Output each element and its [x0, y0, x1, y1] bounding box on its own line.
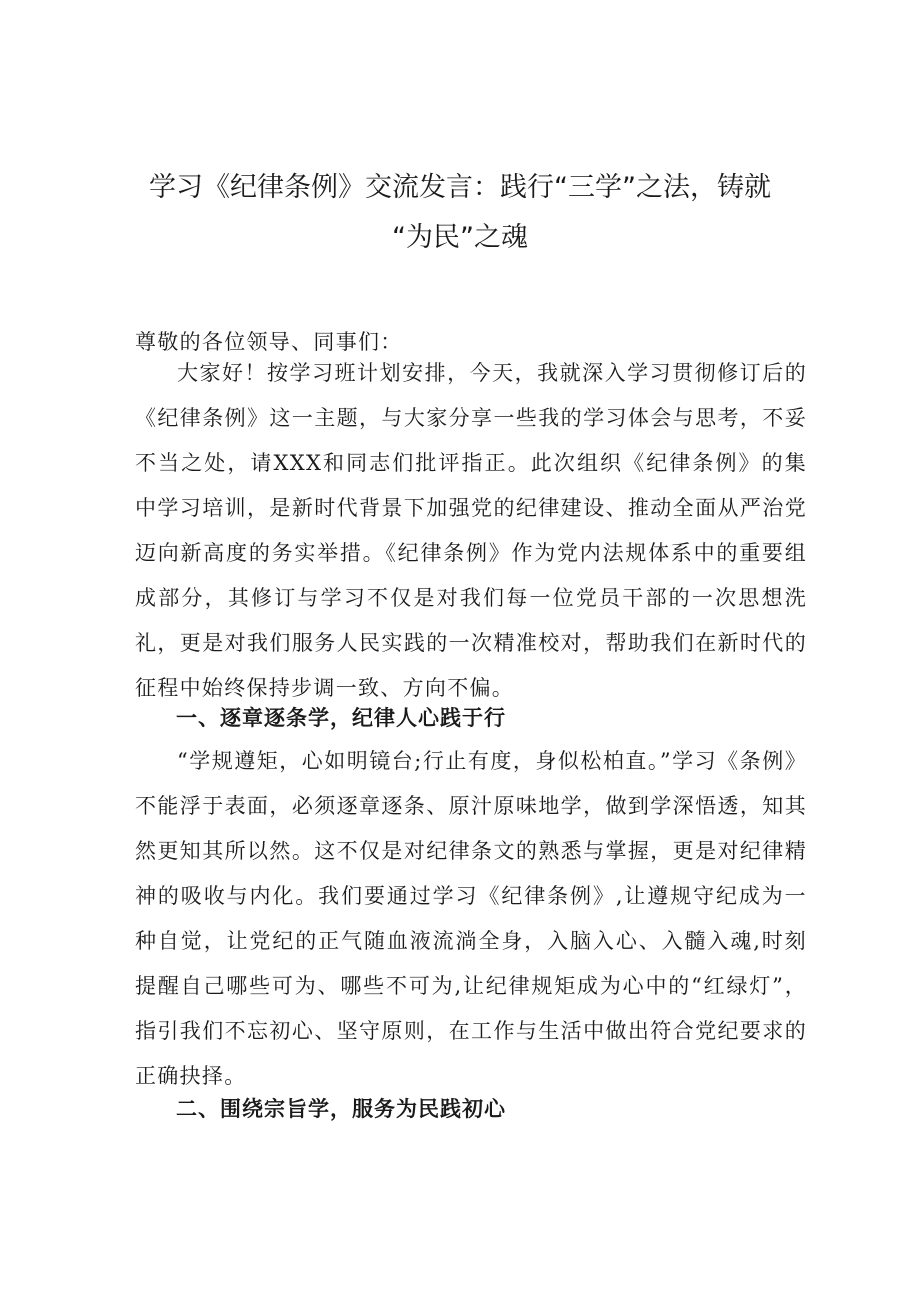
document-title-line-1: 学习《纪律条例》交流发言：践行“三学”之法，铸就 [149, 172, 771, 203]
document-title-line-2: “为民”之魂 [392, 222, 528, 253]
section-heading-1: 一、逐章逐条学，纪律人心践于行 [176, 706, 506, 730]
intro-paragraph: 大家好！按学习班计划安排，今天，我就深入学习贯彻修订后的《纪律条例》这一主题，与大家分享一些我的学习体会与思考，不妥不当之处，请XXX和同志们批评指正。此次组织《纪律条例》的集中学习培训，是新时代背景下加强党的纪律建设、推动全面从严治党迈向新高度的务实举措。《纪律条例》作为党内法规体系中的重要组成部分，其修订与学习不仅是对我们每一位党员干部的一次思想洗礼，更是对我们服务人民实践的一次精准校对，帮助我们在新时代的征程中始终保持步调一致、方向不偏。 [135, 361, 807, 700]
section-heading-2: 二、围绕宗旨学，服务为民践初心 [176, 1097, 506, 1121]
section-paragraph-1: “学规遵矩，心如明镜台;行止有度，身似松柏直。”学习《条例》不能浮于表面，必须逐章逐条、原汁原味地学，做到学深悟透，知其然更知其所以然。这不仅是对纪律条文的熟悉与掌握，更是对纪律精神的吸收与内化。我们要通过学习《纪律条例》,让遵规守纪成为一种自觉，让党纪的正气随血液流淌全身，入脑入心、入髓入魂,时刻提醒自己哪些可为、哪些不可为,让纪律规矩成为心中的“红绿灯”，指引我们不忘初心、坚守原则，在工作与生活中做出符合党纪要求的正确抉择。 [135, 749, 807, 1088]
greeting: 尊敬的各位领导、同事们： [135, 330, 403, 354]
